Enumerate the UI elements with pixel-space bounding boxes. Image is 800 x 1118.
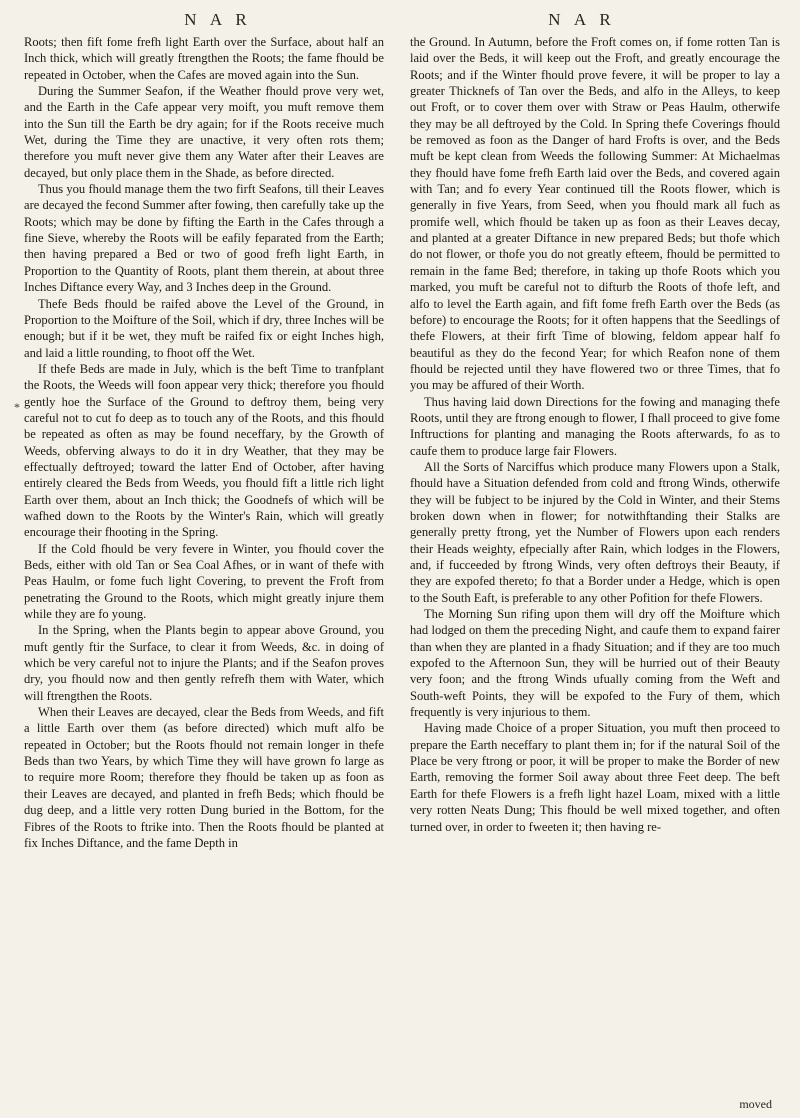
paragraph: If the Cold fhould be very fevere in Winter, you fhould cover the Beds, either with old Tan or Sea Coal Afhes, or in want of thefe with Peas Haulm, or fome fuch light Covering, to prevent the Froft from penetrating the Ground to the Roots, which might greatly injure them while they are fo young. [24,541,384,622]
paragraph: Roots; then fift fome frefh light Earth over the Surface, about half an Inch thick, which will greatly ftrengthen the Roots; the fame fhould be repeated in October, when the Cafes are moved again into the Sun. [24,35,384,82]
margin-mark: * [14,400,20,414]
paragraph: Thus you fhould manage them the two firft Seafons, till their Leaves are decayed the fecond Summer after fowing, then carefully take up the Roots; which may be done by fifting the Earth in the Cafes through a fine Sieve, whereby the Roots will be eafily feparated from the Earth; then having prepared a Bed or two of good frefh light Earth, in Proportion to the Quantity of Roots, plant them therein, at about three Inches Diftance every Way, and 3 Inches deep in the Ground. [24,182,384,295]
paragraph: In the Spring, when the Plants begin to appear above Ground, you muft gently ftir the Surface, to clear it from Weeds, &c. in doing of which be very careful not to injure the Plants; and if the Seafon proves dry, you fhould now and then gently refrefh them with Water, which will ftrengthen the Roots. [24,623,384,703]
running-header-left: N A R [184,10,252,29]
catchword: moved [739,1097,772,1111]
paragraph: When their Leaves are decayed, clear the Beds from Weeds, and fift a little Earth over them (as before directed) which muft alfo be repeated in October; but the Roots fhould not remain longer in thefe Beds than two Years, by which Time they will have grown fo large as to require more Room; therefore they fhould be taken up as foon as their Leaves are decayed, and planted in frefh Beds; which fhould be dug deep, and a little very rotten Dung buried in the Bottom, for the Fibres of the Roots to ftrike into. Then the Roots fhould be planted at fix Inches Diftance, and the fame Depth in [24,705,384,850]
left-text-column [24,34,384,851]
paragraph: Having made Choice of a proper Situation, you muft then proceed to prepare the Earth neceffary to plant them in; for if the natural Soil of the Place be very ftrong or poor, it will be proper to make the Border of new Earth, removing the former Soil away about three Feet deep. The beft Earth for thefe Flowers is a frefh light hazel Loam, mixed with a little very rotten Neats Dung; This fhould be well mixed together, and often turned over, in order to fweeten it; then having re- [410,721,780,834]
paragraph: The Morning Sun rifing upon them will dry off the Moifture which had lodged on them the preceding Night, and caufe them to expand fairer than when they are planted in a fhady Situation; and if they are too much expofed to the Afternoon Sun, they will be hurried out of their Beauty very foon; and the ftrong Winds ufually coming from the Weft and South-weft Points, they will be expofed to the Fury of them, which frequently is very injurious to them. [410,607,780,720]
right-text-column [410,34,780,835]
paragraph: During the Summer Seafon, if the Weather fhould prove very wet, and the Earth in the Cafe appear very moift, you muft remove them into the Sun till the Earth be dry again; for if the Roots receive much Wet, during the Time they are unactive, it very often rots them; therefore you muft never give them any Water after their Leaves are decayed, but only place them in the Shade, as before directed. [24,84,384,180]
running-header-right: N A R [548,10,616,29]
paragraph: If thefe Beds are made in July, which is the beft Time to tranfplant the Roots, the Weeds will foon appear very thick; therefore you fhould gently hoe the Surface of the Ground to deftroy them, being very careful not to cut fo deep as to touch any of the Roots, and this fhould be repeated as often as may be found neceffary, by the Growth of Weeds, obferving always to do it in dry Weather, that they may be effectually deftroyed; toward the latter End of October, after having entirely cleared the Beds from Weeds, you fhould fift a little rich light Earth over them, about an Inch thick; the Goodnefs of which will be wafhed down to the Roots by the Winter's Rain, which will greatly encourage their fhooting in the Spring. [24,361,384,540]
paragraph: the Ground. In Autumn, before the Froft comes on, if fome rotten Tan is laid over the Beds, it will keep out the Froft, and greatly encourage the Roots; and if the Winter fhould prove fevere, it will be proper to lay a greater Thicknefs of Tan over the Beds, and alfo in the Alleys, to keep out Froft, or to cover them over with Straw or Peas Haulm, otherwife they may be all deftroyed by the Cold. In Spring thefe Coverings fhould be removed as foon as the Danger of hard Frofts is over, and the Beds muft be kept clean from Weeds the following Summer: At Michaelmas they fhould have fome frefh Earth laid over the Beds, and covered again with Tan; and fo every Year continued till the Roots flower, which is generally in five Years, from Seed, when you fhould mark all fuch as promife well, which fhould be taken up as foon as their Leaves decay, and planted at a greater Diftance in new prepared Beds; but thofe which do not flower, or thofe you do not greatly efteem, fhould be permitted to remain in the fame Bed; therefore, in taking up thofe Roots which you marked, you muft be careful not to difturb the Roots of thofe left, and alfo to level the Earth again, and fift fome frefh Earth over the Beds (as before) to encourage the Roots; for it often happens that the Seedlings of thefe Flowers, at their firft Time of blowing, feldom appear half fo beautiful as they do the fecond Year; for which Reafon none of them fhould be rejected until they have flowered two or three Times, that fo you may be affured of their Worth. [410,35,780,393]
paragraph: All the Sorts of Narciffus which produce many Flowers upon a Stalk, fhould have a Situation defended from cold and ftrong Winds, otherwife they will be fubject to be injured by the Cold in Winter, and their Stems broken down when in flower; for notwithftanding their Stalks are generally pretty ftrong, yet the Number of Flowers upon each renders their Heads weighty, efpecially after Rain, which lodges in the Flowers, and, if fucceeded by ftrong Winds, very often deftroys their Beauty, if they are expofed thereto; fo that a Border under a Hedge, which is open to the South Eaft, is preferable to any other Pofition for thefe Flowers. [410,459,780,605]
paragraph: Thefe Beds fhould be raifed above the Level of the Ground, in Proportion to the Moifture of the Soil, which if dry, three Inches will be enough; but if it be wet, they muft be raifed fix or eight Inches high, and laid a little rounding, to fhoot off the Wet. [24,296,384,360]
paragraph: Thus having laid down Directions for the fowing and managing thefe Roots, until they are ftrong enough to flower, I fhall proceed to give fome Inftructions for planting and managing the Roots afterwards, fo as to caufe them to produce large fair Flowers. [410,394,780,458]
